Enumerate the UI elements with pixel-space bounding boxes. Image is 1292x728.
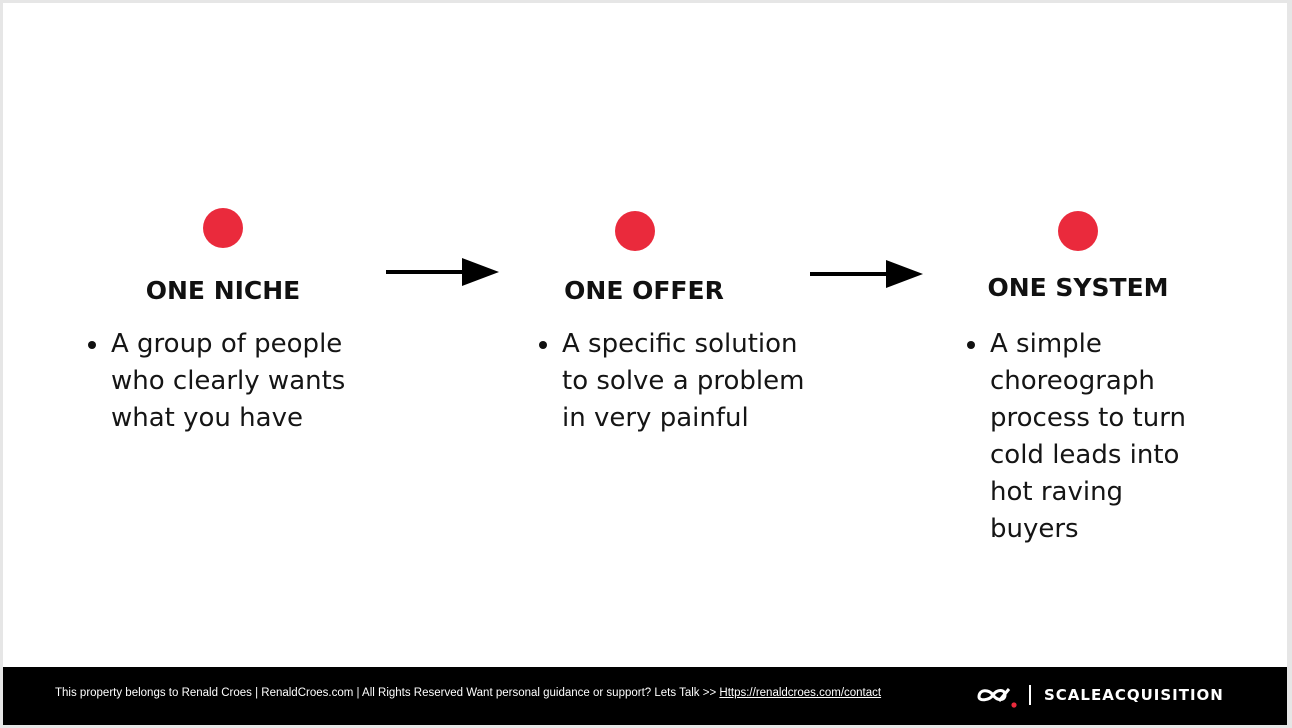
list-line: A group of people [111, 329, 343, 359]
footer-notice [55, 687, 881, 699]
list-line: who clearly wants [111, 366, 346, 396]
list-item [88, 326, 345, 437]
column-title-niche: ONE NICHE [145, 276, 301, 305]
list-line: A simple [990, 329, 1102, 359]
footer-bar [3, 667, 1287, 725]
list-item [967, 326, 1186, 548]
list-line: cold leads into [990, 440, 1180, 470]
list-line: buyers [990, 514, 1079, 544]
column-list-offer [539, 326, 804, 437]
column-list-system [967, 326, 1186, 548]
slide [3, 3, 1287, 725]
logo-divider [1029, 685, 1031, 705]
column-list-niche [88, 326, 345, 437]
list-item [539, 326, 804, 437]
list-line: A specific solution [562, 329, 798, 359]
list-line: to solve a problem [562, 366, 805, 396]
column-title-system: ONE SYSTEM [987, 273, 1169, 302]
list-line: hot raving [990, 477, 1124, 507]
red-dot-icon [1058, 211, 1098, 251]
right-arrow-icon [810, 257, 926, 291]
column-title-offer: ONE OFFER [564, 276, 724, 305]
right-arrow-icon [386, 255, 502, 289]
brand-name: SCALEACQUISITION [1044, 686, 1224, 704]
copyright-text: This property belongs to Renald Croes | RenaldCroes.com | All Rights Reserved Want personal guidance or support? Lets Talk >> [55, 687, 720, 699]
contact-link[interactable]: Https://renaldcroes.com/contact [719, 687, 882, 699]
infinity-logo-icon [973, 681, 1019, 709]
list-line: process to turn [990, 403, 1186, 433]
list-line: what you have [111, 403, 303, 433]
list-line: in very painful [562, 403, 749, 433]
red-dot-icon [615, 211, 655, 251]
red-dot-icon [203, 208, 243, 248]
list-line: choreograph [990, 366, 1155, 396]
